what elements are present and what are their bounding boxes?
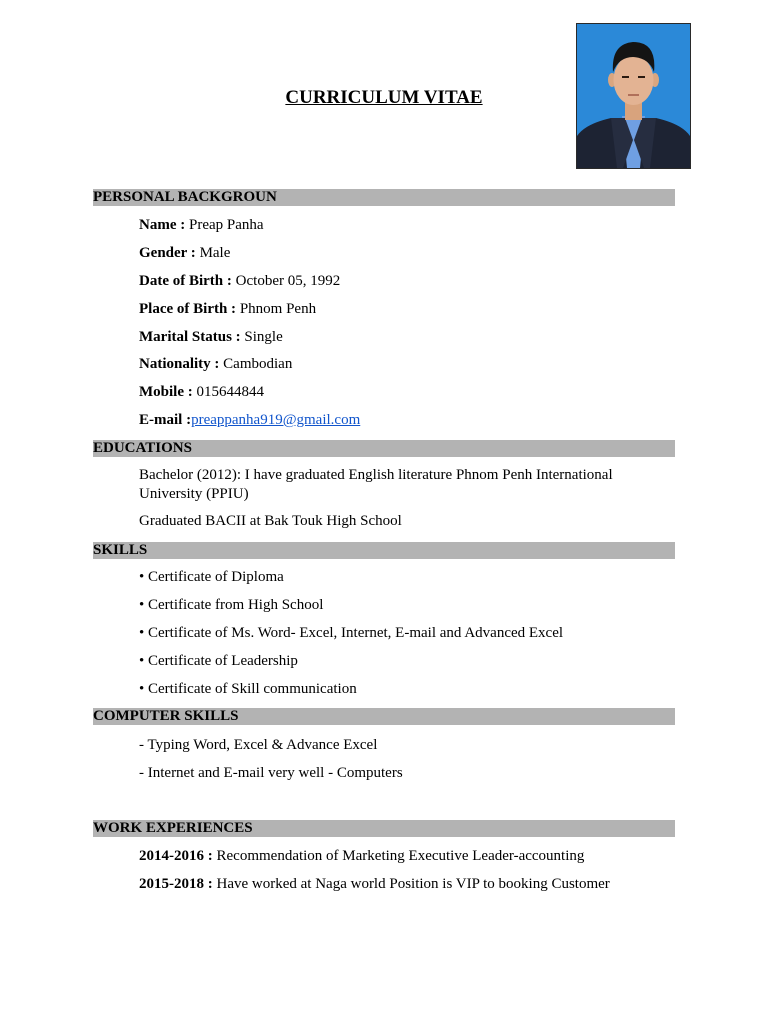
computer-skill-item: - Internet and E-mail very well - Computers [139, 765, 403, 781]
field-label: Gender : [139, 245, 196, 261]
field-value: Cambodian [223, 356, 293, 372]
field-gender [139, 244, 230, 262]
work-item [139, 847, 584, 865]
work-description: Have worked at Naga world Position is VIP to booking Customer [216, 876, 610, 892]
field-value: 015644844 [196, 384, 264, 400]
field-label: Name : [139, 217, 186, 233]
field-marital-status [139, 328, 283, 346]
education-item: Bachelor (2012): I have graduated English literature Phnom Penh International University (PPIU) [139, 467, 613, 502]
field-label: Place of Birth : [139, 301, 237, 317]
skill-item: • Certificate of Skill communication [139, 681, 357, 697]
section-heading-skills: SKILLS [93, 542, 675, 559]
field-label: Marital Status : [139, 329, 241, 345]
field-value: Phnom Penh [239, 301, 317, 317]
field-value: Single [244, 329, 283, 345]
education-item: Graduated BACII at Bak Touk High School [139, 513, 402, 529]
work-description: Recommendation of Marketing Executive Leader-accounting [216, 848, 585, 864]
field-value: Male [199, 245, 231, 261]
work-period: 2014-2016 : [139, 848, 213, 864]
email-link[interactable]: preappanha919@gmail.com [191, 412, 361, 428]
skill-item: • Certificate of Diploma [139, 569, 284, 585]
field-label: E-mail : [139, 412, 192, 428]
section-heading-work-experiences: WORK EXPERIENCES [93, 820, 675, 837]
skill-item: • Certificate from High School [139, 597, 324, 613]
field-mobile [139, 383, 264, 401]
section-heading-educations: EDUCATIONS [93, 440, 675, 457]
field-label: Mobile : [139, 384, 193, 400]
field-email [139, 411, 360, 429]
field-place-of-birth [139, 300, 316, 318]
work-period: 2015-2018 : [139, 876, 213, 892]
field-value: October 05, 1992 [235, 273, 341, 289]
section-heading-computer-skills: COMPUTER SKILLS [93, 708, 675, 725]
work-item [139, 875, 610, 893]
computer-skill-item: - Typing Word, Excel & Advance Excel [139, 737, 378, 753]
skill-item: • Certificate of Leadership [139, 653, 298, 669]
field-label: Date of Birth : [139, 273, 232, 289]
field-value: Preap Panha [188, 217, 264, 233]
field-label: Nationality : [139, 356, 220, 372]
profile-photo [576, 23, 691, 169]
field-nationality [139, 355, 292, 373]
field-date-of-birth [139, 272, 340, 290]
skill-item: • Certificate of Ms. Word- Excel, Internet, E-mail and Advanced Excel [139, 625, 564, 641]
field-name [139, 216, 264, 234]
page-title: CURRICULUM VITAE [285, 87, 483, 108]
section-heading-personal: PERSONAL BACKGROUN [93, 189, 675, 206]
